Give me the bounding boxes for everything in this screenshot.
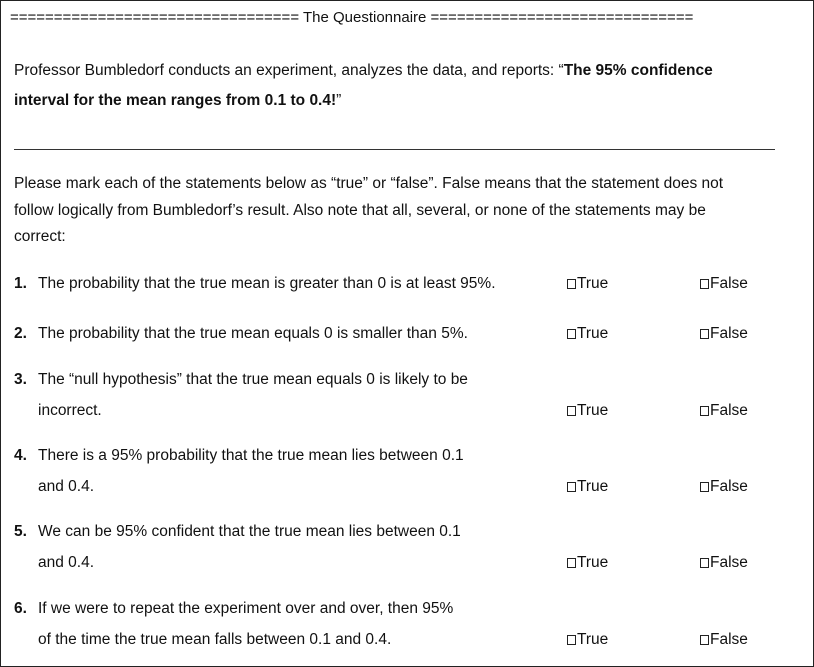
question-6-false-option[interactable] bbox=[700, 631, 748, 649]
question-5-text-line-1: We can be 95% confident that the true mean lies between 0.1 bbox=[38, 523, 461, 540]
question-6-text-line-2: of the time the true mean falls between 0.1 and 0.4. bbox=[38, 631, 392, 648]
question-3-false-option[interactable] bbox=[700, 402, 748, 420]
question-4-text-line-2: and 0.4. bbox=[38, 478, 95, 495]
true-label: True bbox=[577, 402, 609, 419]
question-3-text-line-1: The “null hypothesis” that the true mean equals 0 is likely to be bbox=[38, 371, 468, 388]
checkbox-icon[interactable] bbox=[700, 329, 709, 339]
question-1-text: The probability that the true mean is greater than 0 is at least 95%. bbox=[38, 275, 496, 292]
divider-line bbox=[14, 149, 775, 150]
checkbox-icon[interactable] bbox=[567, 482, 576, 492]
page-title: ================================= The Questionnaire ============================== bbox=[10, 9, 694, 26]
question-4-true-option[interactable] bbox=[567, 478, 608, 496]
intro-closing-quote: ” bbox=[336, 92, 342, 109]
question-4-text-line-1: There is a 95% probability that the true mean lies between 0.1 bbox=[38, 447, 464, 464]
question-1-number: 1. bbox=[14, 275, 27, 292]
question-5-number: 5. bbox=[14, 523, 27, 540]
intro-text: Professor Bumbledorf conducts an experiment, analyzes the data, and reports: “ bbox=[14, 62, 564, 79]
question-3-number: 3. bbox=[14, 371, 27, 388]
question-2-false-option[interactable] bbox=[700, 325, 748, 343]
question-5-false-option[interactable] bbox=[700, 554, 748, 572]
true-label: True bbox=[577, 478, 609, 495]
question-3-true-option[interactable] bbox=[567, 402, 608, 420]
false-label: False bbox=[710, 554, 748, 571]
checkbox-icon[interactable] bbox=[567, 329, 576, 339]
false-label: False bbox=[710, 325, 748, 342]
checkbox-icon[interactable] bbox=[700, 482, 709, 492]
question-3-text-line-2: incorrect. bbox=[38, 402, 102, 419]
question-5-text-line-2: and 0.4. bbox=[38, 554, 95, 571]
true-label: True bbox=[577, 275, 609, 292]
false-label: False bbox=[710, 402, 748, 419]
checkbox-icon[interactable] bbox=[700, 635, 709, 645]
question-5-true-option[interactable] bbox=[567, 554, 608, 572]
instructions-line-2: follow logically from Bumbledorf’s result. Also note that all, several, or none of the statements may be bbox=[14, 202, 706, 219]
instructions-line-3: correct: bbox=[14, 228, 66, 245]
checkbox-icon[interactable] bbox=[700, 558, 709, 568]
true-label: True bbox=[577, 631, 609, 648]
intro-line-2 bbox=[14, 92, 341, 110]
checkbox-icon[interactable] bbox=[567, 406, 576, 416]
intro-bold-text: The 95% confidence bbox=[563, 62, 713, 79]
checkbox-icon[interactable] bbox=[567, 279, 576, 289]
intro-line-1 bbox=[14, 62, 713, 80]
checkbox-icon[interactable] bbox=[567, 635, 576, 645]
checkbox-icon[interactable] bbox=[567, 558, 576, 568]
question-6-number: 6. bbox=[14, 600, 27, 617]
question-6-text-line-1: If we were to repeat the experiment over and over, then 95% bbox=[38, 600, 454, 617]
question-4-number: 4. bbox=[14, 447, 27, 464]
false-label: False bbox=[710, 631, 748, 648]
question-1-true-option[interactable] bbox=[567, 275, 608, 293]
question-2-text: The probability that the true mean equals 0 is smaller than 5%. bbox=[38, 325, 468, 342]
question-6-true-option[interactable] bbox=[567, 631, 608, 649]
instructions-line-1: Please mark each of the statements below as “true” or “false”. False means that the statement does not bbox=[14, 175, 724, 192]
checkbox-icon[interactable] bbox=[700, 406, 709, 416]
question-2-number: 2. bbox=[14, 325, 27, 342]
intro-bold-text-2: interval for the mean ranges from 0.1 to 0.4! bbox=[14, 92, 337, 109]
question-2-true-option[interactable] bbox=[567, 325, 608, 343]
false-label: False bbox=[710, 275, 748, 292]
false-label: False bbox=[710, 478, 748, 495]
true-label: True bbox=[577, 554, 609, 571]
checkbox-icon[interactable] bbox=[700, 279, 709, 289]
question-4-false-option[interactable] bbox=[700, 478, 748, 496]
question-1-false-option[interactable] bbox=[700, 275, 748, 293]
true-label: True bbox=[577, 325, 609, 342]
